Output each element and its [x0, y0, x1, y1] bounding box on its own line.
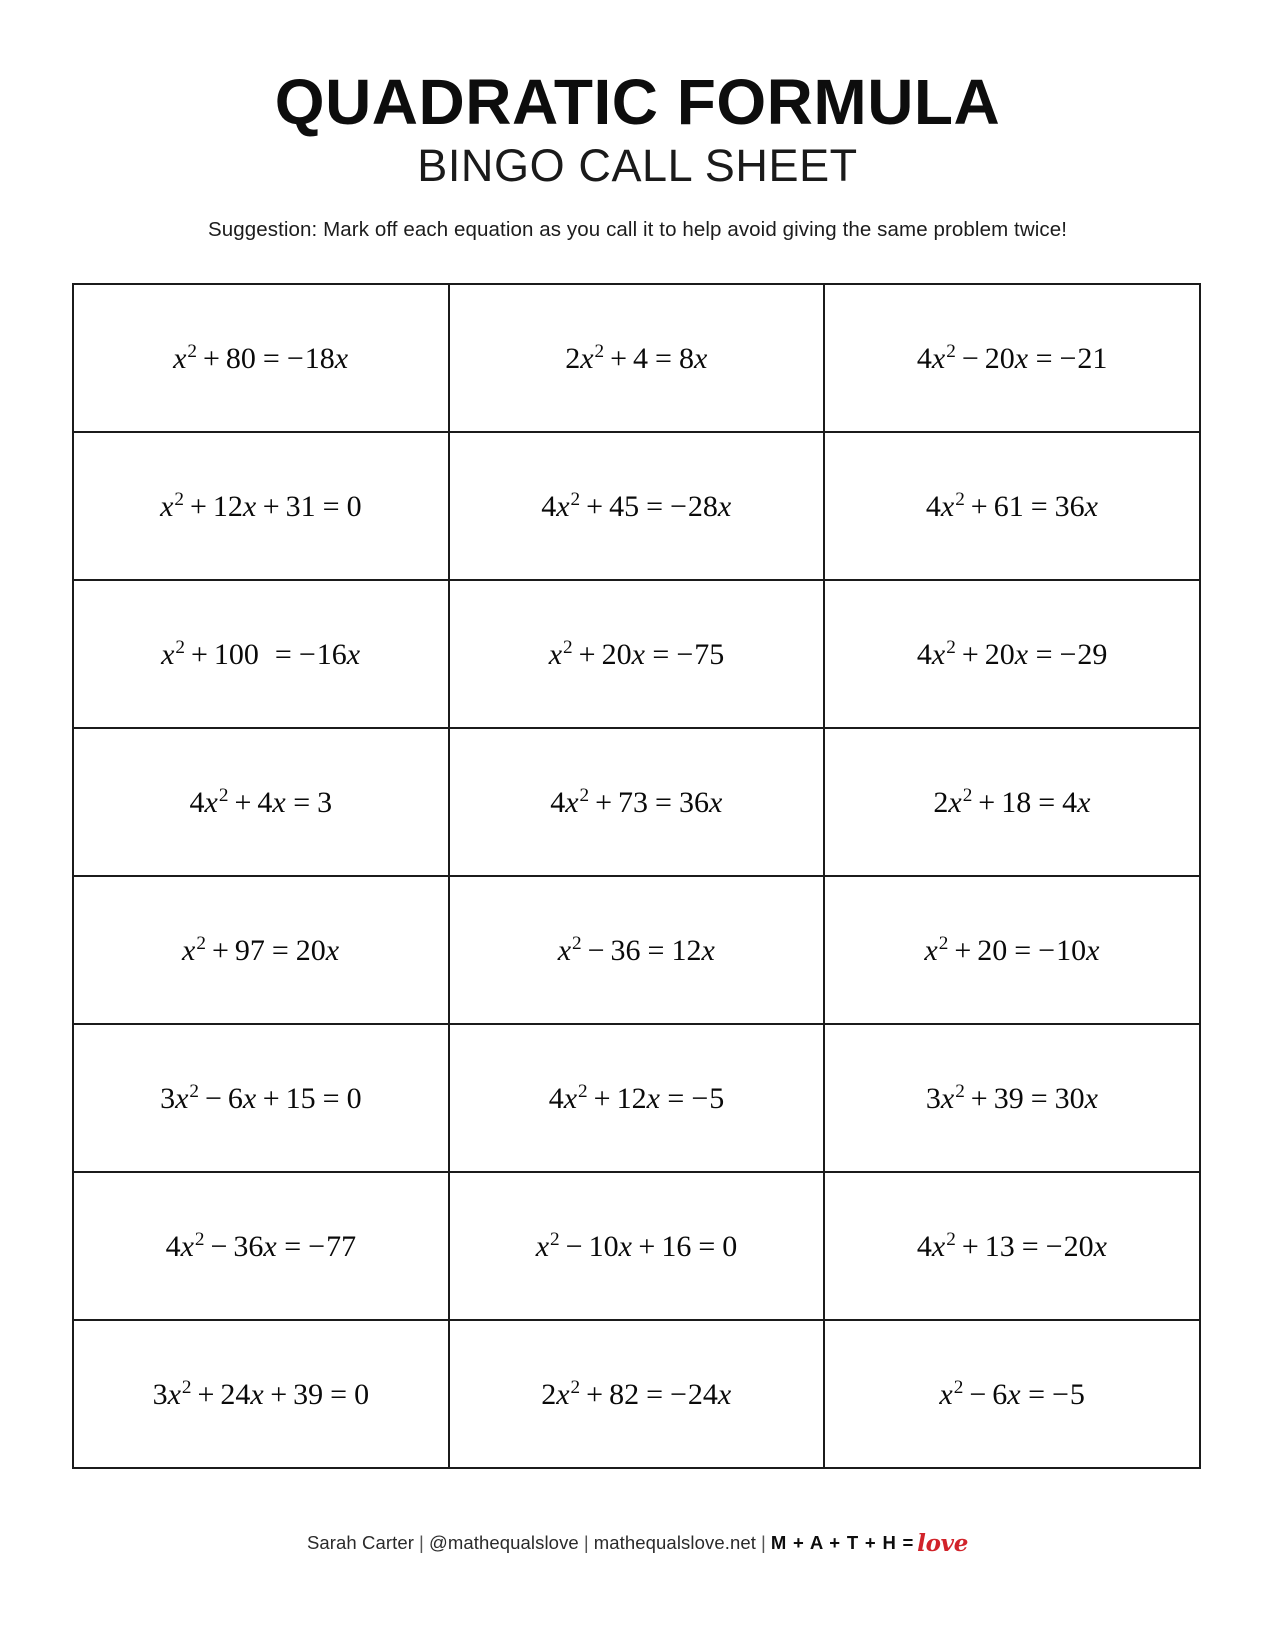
- table-row: [73, 728, 1200, 876]
- table-row: [73, 432, 1200, 580]
- equation-cell[interactable]: [73, 1024, 449, 1172]
- page-footer: [0, 1528, 1275, 1555]
- equation-r3c3: $4x^2 + 20x = -29$: [916, 636, 1108, 671]
- table-row: [73, 1024, 1200, 1172]
- equation-r7c2: $x^2 - 10x + 16 = 0$: [535, 1228, 738, 1263]
- equation-cell[interactable]: [449, 1024, 825, 1172]
- footer-separator: |: [760, 1532, 766, 1553]
- equation-r7c1: $4x^2 - 36x = -77$: [165, 1228, 357, 1263]
- equation-r1c2: $2x^2 + 4 = 8x$: [565, 340, 708, 375]
- equation-cell[interactable]: [824, 284, 1200, 432]
- equation-cell[interactable]: [449, 432, 825, 580]
- equation-cell[interactable]: [824, 1024, 1200, 1172]
- equation-cell[interactable]: [73, 284, 449, 432]
- equation-cell[interactable]: [824, 432, 1200, 580]
- table-row: [73, 1320, 1200, 1468]
- equations-table-body: [73, 284, 1200, 1468]
- equation-cell[interactable]: [824, 728, 1200, 876]
- equation-cell[interactable]: [449, 284, 825, 432]
- equation-cell[interactable]: [73, 728, 449, 876]
- page-subtitle: BINGO CALL SHEET: [417, 140, 858, 191]
- equation-r5c3: $x^2 + 20 = -10x$: [924, 932, 1100, 967]
- equations-table: [72, 283, 1201, 1469]
- table-row: [73, 580, 1200, 728]
- equation-cell[interactable]: [449, 580, 825, 728]
- equation-r6c2: $4x^2 + 12x = -5$: [548, 1080, 725, 1115]
- equation-r8c1: $3x^2 + 24x + 39 = 0$: [152, 1376, 370, 1411]
- table-row: [73, 1172, 1200, 1320]
- equation-cell[interactable]: [73, 1172, 449, 1320]
- footer-website-link[interactable]: mathequalslove.net: [593, 1532, 756, 1553]
- equation-cell[interactable]: [824, 1172, 1200, 1320]
- equation-r5c1: $x^2 + 97 = 20x$: [182, 932, 340, 967]
- equation-r8c3: $x^2 - 6x = -5$: [939, 1376, 1085, 1411]
- suggestion-text: Suggestion: Mark off each equation as you call it to help avoid giving the same problem twice!: [207, 217, 1068, 241]
- equation-r7c3: $4x^2 + 13 = -20x$: [916, 1228, 1107, 1263]
- equation-cell[interactable]: [449, 876, 825, 1024]
- footer-social-handle[interactable]: @mathequalslove: [428, 1532, 579, 1553]
- equation-r3c1: $x^2 + 100 = -16x$: [161, 636, 361, 671]
- equation-r6c3: $3x^2 + 39 = 30x$: [925, 1080, 1098, 1115]
- equation-r6c1: $3x^2 - 6x + 15 = 0$: [160, 1080, 362, 1115]
- equation-r5c2: $x^2 - 36 = 12x$: [557, 932, 715, 967]
- equation-r4c2: $4x^2 + 73 = 36x$: [550, 784, 723, 819]
- equation-r2c1: $x^2 + 12x + 31 = 0$: [160, 488, 362, 523]
- equation-r1c3: $4x^2 - 20x = -21$: [916, 340, 1108, 375]
- footer-love-wordmark: love: [917, 1530, 969, 1557]
- equation-r4c1: $4x^2 + 4x = 3$: [189, 784, 333, 819]
- footer-separator: |: [419, 1532, 424, 1553]
- call-sheet-table-wrapper: [72, 283, 1201, 1469]
- equation-r3c2: $x^2 + 20x = -75$: [548, 636, 725, 671]
- table-row: [73, 284, 1200, 432]
- equation-cell[interactable]: [449, 1320, 825, 1468]
- equation-r2c2: $4x^2 + 45 = -28x$: [541, 488, 732, 523]
- footer-author: Sarah Carter: [306, 1532, 415, 1553]
- equation-cell[interactable]: [73, 580, 449, 728]
- equation-cell[interactable]: [824, 876, 1200, 1024]
- footer-math-equation: M + A + T + H =: [770, 1532, 915, 1553]
- equation-r1c1: $x^2 + 80 = -18x$: [173, 340, 349, 375]
- footer-separator: |: [583, 1532, 589, 1553]
- equation-r4c3: $2x^2 + 18 = 4x$: [933, 784, 1091, 819]
- equation-cell[interactable]: [449, 728, 825, 876]
- page-header: [0, 0, 1275, 242]
- equation-cell[interactable]: [449, 1172, 825, 1320]
- equation-cell[interactable]: [73, 1320, 449, 1468]
- equation-cell[interactable]: [73, 876, 449, 1024]
- equation-cell[interactable]: [73, 432, 449, 580]
- table-row: [73, 876, 1200, 1024]
- page-title: QUADRATIC FORMULA: [274, 66, 1001, 138]
- equation-cell[interactable]: [824, 1320, 1200, 1468]
- equation-r8c2: $2x^2 + 82 = -24x$: [541, 1376, 732, 1411]
- equation-r2c3: $4x^2 + 61 = 36x$: [925, 488, 1098, 523]
- equation-cell[interactable]: [824, 580, 1200, 728]
